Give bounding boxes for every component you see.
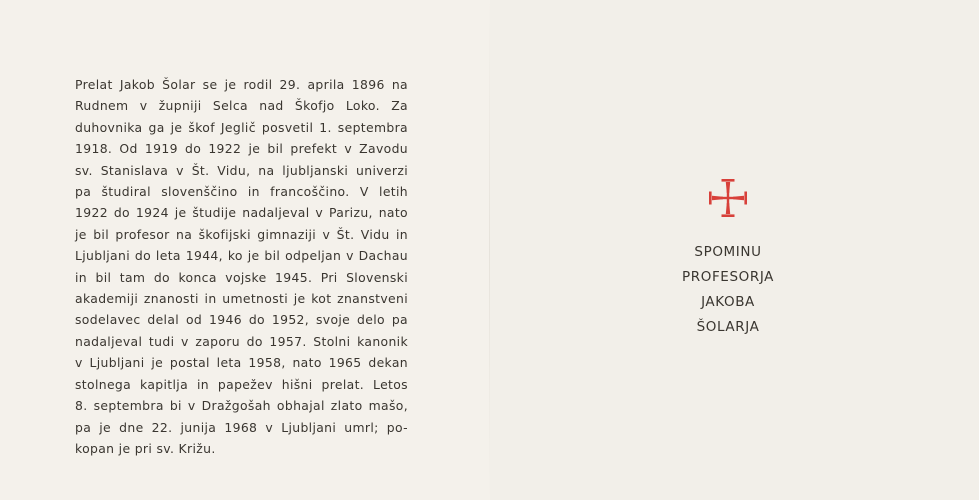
biography-line: duhovnika ga je škof Jeglič posvetil 1. septembra — [75, 119, 408, 135]
title-line: PROFESORJA — [682, 269, 774, 285]
cross-pattee-icon-graphic — [706, 176, 750, 220]
biography-line: nadaljeval tudi v zaporu do 1957. Stolni kanonik — [75, 333, 408, 349]
biography-line: 1922 do 1924 je študije nadaljeval v Parizu, nato — [75, 205, 408, 221]
biography-line: pa je dne 22. junija 1968 v Ljubljani umrl; po- — [75, 419, 408, 435]
biography-line: 1918. Od 1919 do 1922 je bil prefekt v Zavodu — [75, 141, 408, 157]
biography-line: Ljubljani do leta 1944, ko je bil odpeljan v Dachau — [75, 248, 408, 264]
biography-line: Rudnem v župniji Selca nad Škofjo Loko. Za — [75, 98, 408, 114]
biography-line: sv. Stanislava v Št. Vidu, na ljubljanski univerzi — [75, 162, 408, 178]
cross-pattee-icon — [706, 176, 750, 220]
memorial-title — [628, 240, 828, 340]
biography-line: kopan je pri sv. Križu. — [75, 440, 216, 456]
biography-line: Prelat Jakob Šolar se je rodil 29. aprila 1896 na — [75, 77, 408, 92]
card-fold — [489, 0, 490, 500]
biography-line: v Ljubljani je postal leta 1958, nato 1965 dekan — [75, 355, 408, 371]
biography-line: 8. septembra bi v Dražgošah obhajal zlato mašo, — [75, 398, 408, 414]
biography-line: je bil profesor na škofijski gimnaziji v Št. Vidu in — [75, 226, 408, 242]
title-line: SPOMINU — [694, 244, 762, 260]
biography-line: stolnega kapitlja in papežev hišni prelat. Letos — [75, 376, 408, 392]
title-line: ŠOLARJA — [696, 319, 760, 335]
title-line: JAKOBA — [701, 294, 755, 310]
biography-line: akademiji znanosti in umetnosti je kot znanstveni — [75, 291, 408, 307]
biography-line: sodelavec delal od 1946 do 1952, svoje delo pa — [75, 312, 408, 328]
biography-line: in bil tam do konca vojske 1945. Pri Slovenski — [75, 269, 408, 285]
biography-text — [75, 74, 408, 459]
biography-line: pa študiral slovenščino in francoščino. V letih — [75, 184, 408, 200]
